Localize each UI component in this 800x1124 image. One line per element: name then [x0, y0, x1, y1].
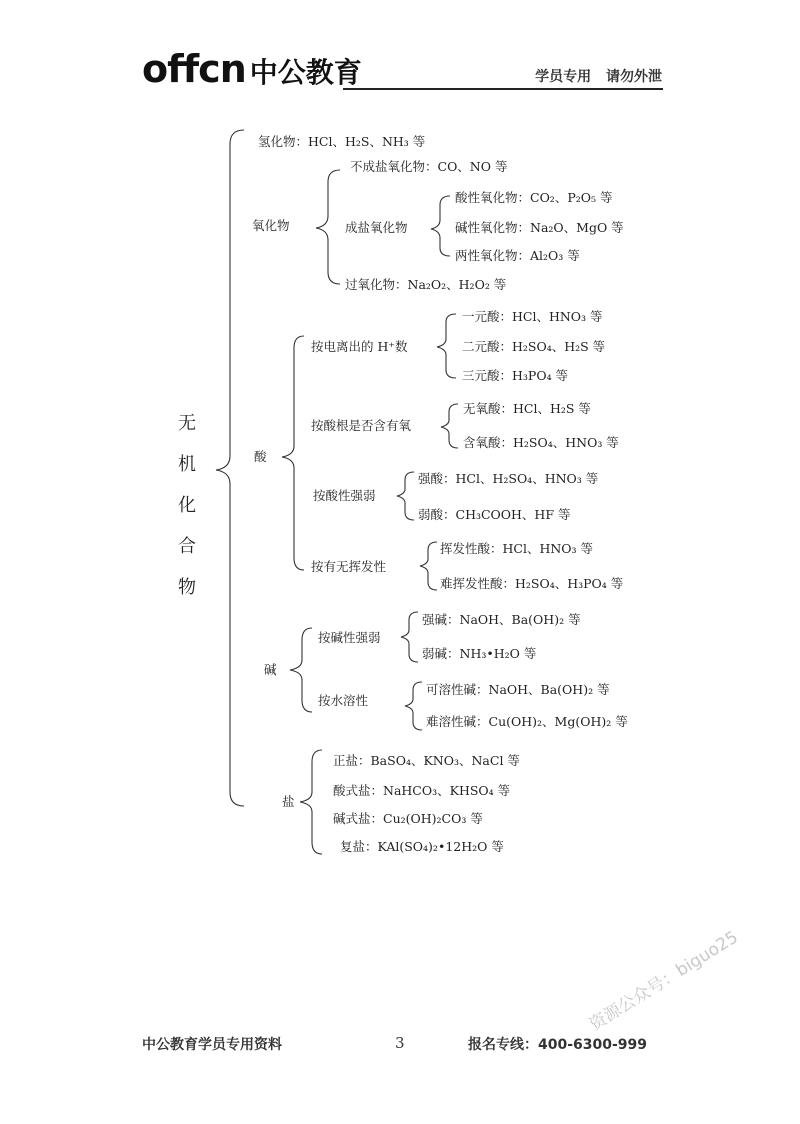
- brace-salt-forming-oxide: [431, 196, 450, 256]
- strong-acid-label: 强酸：HCl、H₂SO₄、HNO₃ 等: [418, 471, 599, 486]
- base-by-solubility-label: 按水溶性: [318, 693, 369, 708]
- acid-by-strength-label: 按酸性强弱: [313, 488, 376, 503]
- acid-label: 酸: [254, 449, 267, 464]
- amphoteric-oxide-label: 两性氧化物：Al₂O₃ 等: [455, 248, 580, 263]
- oxygen-free-acid-label: 无氧酸：HCl、H₂S 等: [463, 401, 591, 416]
- brace-acid: [282, 336, 304, 570]
- monoprotic-acid-label: 一元酸：HCl、HNO₃ 等: [462, 309, 603, 324]
- brace-salt: [300, 750, 322, 854]
- insoluble-base-label: 难溶性碱：Cu(OH)₂、Mg(OH)₂ 等: [426, 714, 628, 729]
- base-by-strength-label: 按碱性强弱: [318, 630, 381, 645]
- root-label: 无机化合物: [178, 413, 196, 598]
- triprotic-acid-label: 三元酸：H₃PO₄ 等: [462, 368, 569, 383]
- acid-salt-label: 酸式盐：NaHCO₃、KHSO₄ 等: [333, 783, 511, 798]
- normal-salt-label: 正盐：BaSO₄、KNO₃、NaCl 等: [333, 753, 520, 768]
- brace-acid-oxygen: [441, 404, 458, 448]
- volatile-acid-label: 挥发性酸：HCl、HNO₃ 等: [440, 541, 594, 556]
- acid-by-oxygen-label: 按酸根是否含有氧: [311, 418, 412, 433]
- nonvolatile-acid-label: 难挥发性酸：H₂SO₄、H₃PO₄ 等: [440, 576, 624, 591]
- brace-acid-volatility: [420, 542, 437, 590]
- double-salt-label: 复盐：KAl(SO₄)₂•12H₂O 等: [340, 839, 504, 854]
- acidic-oxide-label: 酸性氧化物：CO₂、P₂O₅ 等: [455, 190, 613, 205]
- logo-chinese-text: 中公教育: [249, 56, 362, 89]
- weak-acid-label: 弱酸：CH₃COOH、HF 等: [418, 507, 571, 522]
- weak-base-label: 弱碱：NH₃•H₂O 等: [422, 646, 537, 661]
- peroxide-label: 过氧化物：Na₂O₂、H₂O₂ 等: [345, 277, 507, 292]
- brace-root: [216, 130, 244, 806]
- basic-oxide-label: 碱性氧化物：Na₂O、MgO 等: [455, 220, 624, 235]
- page-number: 3: [395, 1034, 405, 1052]
- brace-acid-h: [437, 314, 456, 378]
- diprotic-acid-label: 二元酸：H₂SO₄、H₂S 等: [462, 339, 606, 354]
- nonsalt-oxide-label: 不成盐氧化物：CO、NO 等: [350, 159, 508, 174]
- header-tag: 学员专用 请勿外泄: [535, 69, 662, 85]
- hydride-label: 氢化物：HCl、H₂S、NH₃ 等: [258, 134, 426, 149]
- brace-base-strength: [401, 612, 418, 662]
- base-label: 碱: [264, 662, 277, 677]
- oxide-label: 氧化物: [252, 218, 290, 233]
- brace-base: [290, 628, 312, 712]
- watermark-text: 资源公众号：biguo25: [586, 927, 742, 1036]
- acid-by-h-label: 按电离出的 H⁺数: [311, 339, 408, 354]
- footer-left-text: 中公教育学员专用资料: [142, 1037, 282, 1053]
- salt-forming-oxide-label: 成盐氧化物: [345, 220, 408, 235]
- acid-by-volatility-label: 按有无挥发性: [311, 559, 387, 574]
- basic-salt-label: 碱式盐：Cu₂(OH)₂CO₃ 等: [333, 811, 483, 826]
- footer-hotline: 报名专线：400-6300-999: [468, 1037, 648, 1053]
- salt-label: 盐: [282, 794, 295, 809]
- strong-base-label: 强碱：NaOH、Ba(OH)₂ 等: [422, 612, 581, 627]
- brace-base-solubility: [405, 682, 422, 730]
- oxyacid-label: 含氧酸：H₂SO₄、HNO₃ 等: [463, 435, 619, 450]
- brace-acid-strength: [397, 472, 414, 520]
- brace-oxide: [316, 170, 340, 284]
- logo-latin-text: offcn: [142, 47, 246, 91]
- soluble-base-label: 可溶性碱：NaOH、Ba(OH)₂ 等: [426, 682, 610, 697]
